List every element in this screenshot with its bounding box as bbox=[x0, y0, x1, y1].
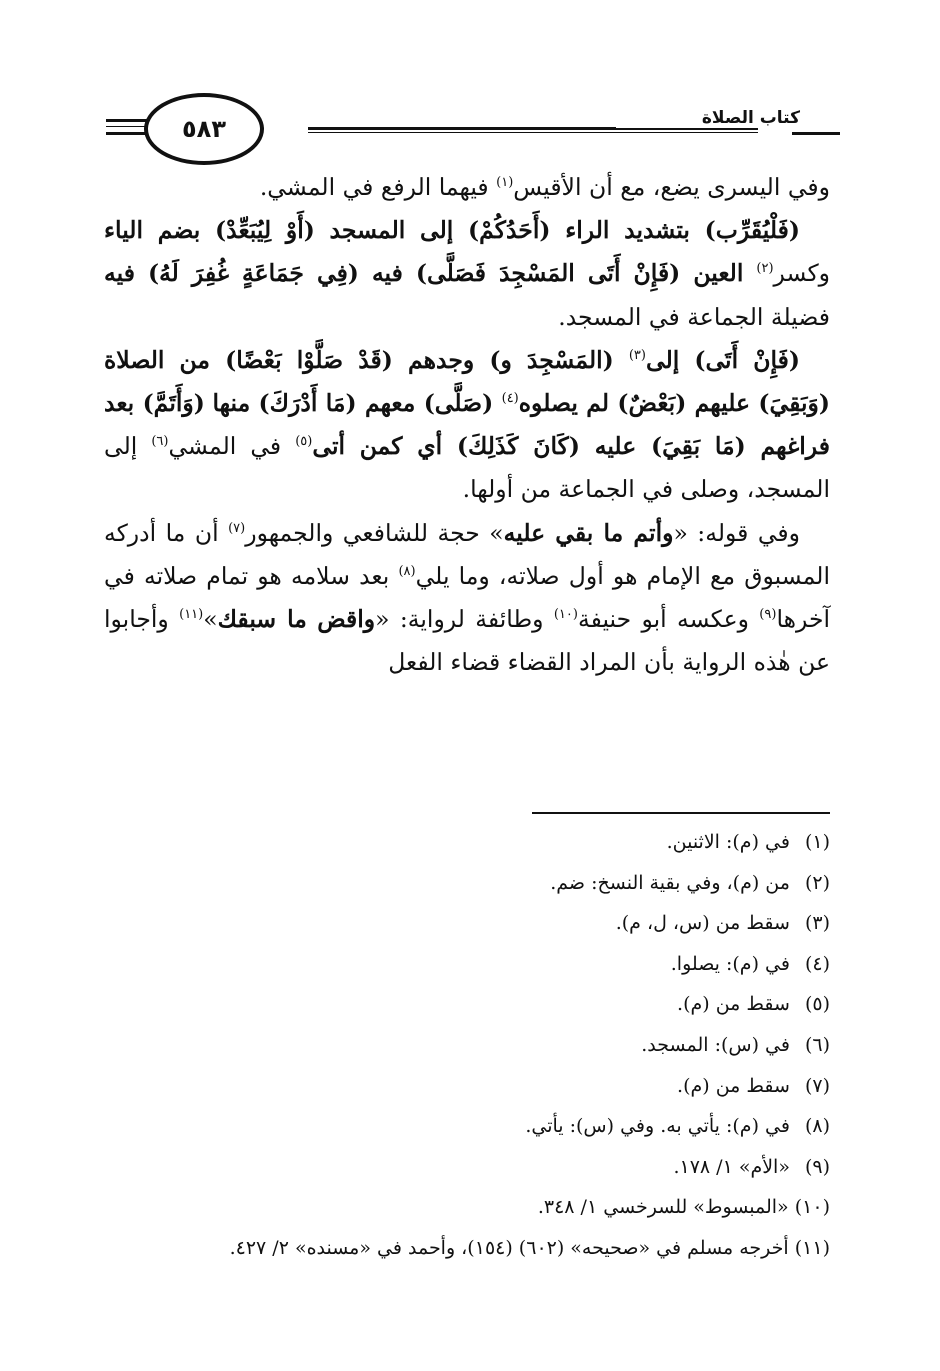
footnote-ref[interactable]: (٥) bbox=[295, 434, 313, 450]
footnote-ref[interactable]: (١١) bbox=[179, 607, 204, 623]
text-run: وطائفة لرواية: « bbox=[375, 605, 554, 634]
page-header bbox=[100, 88, 840, 168]
quoted-hadith: وأتم ما بقي عليه bbox=[503, 518, 674, 547]
text-run: المشي bbox=[168, 432, 237, 461]
footnote-text: في (م): الاثنين. bbox=[666, 831, 790, 853]
quoted-hadith: واقض bbox=[317, 605, 376, 634]
footnote bbox=[100, 1187, 830, 1228]
footnote-text: من (م)، وفي بقية النسخ: ضم. bbox=[550, 871, 790, 894]
footnote bbox=[100, 822, 830, 863]
text-run: وعكسه أبو حنيفة bbox=[577, 605, 760, 634]
text-run: (وَأَتَمَّ) بعد فراغهم (مَا بَقِيَ) عليه (كَانَ كَذَلِكَ) أي كمن أتى bbox=[104, 389, 830, 461]
footnote-number: (١) bbox=[804, 831, 830, 853]
footnote-ref[interactable]: (٢) bbox=[756, 261, 774, 277]
page-number bbox=[144, 93, 264, 165]
footnote-text: «الأم» ١/ ١٧٨. bbox=[673, 1155, 790, 1178]
footnote bbox=[100, 903, 830, 944]
text-run: » bbox=[203, 605, 218, 634]
footnote bbox=[100, 1147, 830, 1188]
running-title: كتاب الصلاة bbox=[616, 108, 800, 128]
footnote-separator bbox=[532, 812, 830, 814]
footnote-text: أخرجه مسلم في «صحيحه» (٦٠٢) (١٥٤)، وأحمد في «مسنده» ٢/ ٤٢٧. bbox=[229, 1236, 789, 1259]
text-run: (المَسْجِدَ و) وجدهم (قَدْ صَلَّوْا بَعْضًا) من الصلاة bbox=[104, 345, 629, 374]
text-run: فيهما الرفع في المشي. bbox=[259, 173, 497, 201]
footnote-text: سقط من (م). bbox=[677, 1074, 790, 1097]
text-run: العين (فَإِنْ أَتَى المَسْجِدَ فَصَلَّى) فيه (فِي جَمَاعَةٍ غُفِرَ لَهُ) فيه bbox=[104, 259, 757, 288]
text-run: تمام صلاته في آخرها bbox=[104, 561, 831, 634]
footnote-number: (٤) bbox=[804, 952, 830, 975]
text-run: (وَبَقِيَ) عليهم (بَعْضٌ) لم يصلوه bbox=[518, 389, 830, 418]
text-run: بعد سلامه هو bbox=[257, 561, 399, 590]
footnote-text: سقط من (س، ل، م). bbox=[615, 912, 790, 935]
footnote-text: في (م): يأتي به. وفي (س): يأتي. bbox=[525, 1115, 790, 1138]
footnote bbox=[100, 1228, 830, 1269]
footnote bbox=[100, 1066, 830, 1107]
footnote-number: (١١) bbox=[794, 1236, 830, 1259]
header-rule bbox=[308, 132, 758, 133]
text-run: وفي قوله: « bbox=[673, 518, 800, 547]
paragraph bbox=[104, 512, 830, 685]
footnote-ref[interactable]: (٧) bbox=[228, 520, 246, 536]
footnote-number: (٨) bbox=[804, 1115, 830, 1138]
footnote-ref[interactable]: (١) bbox=[496, 175, 514, 190]
paragraph bbox=[104, 209, 830, 339]
text-run: أن ما bbox=[165, 518, 229, 547]
footnote-number: (٩) bbox=[804, 1155, 830, 1178]
quoted-hadith: ما سبقك bbox=[217, 605, 307, 634]
text-run: أدركه المسبوق مع الإمام هو أول صلاته، وما يلي bbox=[104, 518, 830, 590]
paragraph bbox=[104, 339, 830, 512]
page-number-text: ٥٨٣ bbox=[182, 115, 226, 143]
footnote-text: في (م): يصلوا. bbox=[670, 952, 790, 975]
main-text bbox=[104, 166, 830, 684]
footnote-ref[interactable]: (٩) bbox=[759, 607, 777, 623]
footnote-ref[interactable]: (٤) bbox=[501, 391, 519, 407]
footnote-text: «المبسوط» للسرخسي ١/ ٣٤٨. bbox=[537, 1196, 789, 1219]
header-rule bbox=[792, 132, 840, 135]
footnote-number: (٧) bbox=[804, 1074, 830, 1097]
footnote-ref[interactable]: (١٠) bbox=[553, 607, 578, 623]
footnote-number: (١٠) bbox=[794, 1196, 830, 1219]
footnote bbox=[100, 944, 830, 985]
footnote bbox=[100, 1025, 830, 1066]
footnote-number: (٦) bbox=[804, 1033, 830, 1056]
footnote bbox=[100, 1106, 830, 1147]
paragraph bbox=[104, 166, 830, 209]
text-run: » حجة للشافعي والجمهور bbox=[245, 518, 504, 547]
text-run: (صَلَّى) معهم (مَا أَدْرَكَ) منها bbox=[212, 389, 502, 418]
text-run: في bbox=[250, 432, 296, 461]
footnote-ref[interactable]: (٦) bbox=[151, 434, 169, 450]
text-run: (فَإِنْ أَتَى) إلى bbox=[645, 345, 800, 374]
footnote bbox=[100, 984, 830, 1025]
footnote-ref[interactable]: (٨) bbox=[398, 563, 416, 579]
footnote-number: (٣) bbox=[804, 912, 830, 935]
text-run: إلى المسجد، وصلى في الجماعة من أولها. bbox=[104, 432, 830, 504]
footnote-number: (٥) bbox=[804, 993, 830, 1016]
text-run: وفي اليسرى يضع، مع أن الأقيس bbox=[513, 173, 830, 201]
footnote bbox=[100, 863, 830, 904]
footnotes bbox=[100, 822, 830, 1269]
text-run: فضيلة الجماعة في المسجد. bbox=[558, 302, 830, 331]
footnote-number: (٢) bbox=[804, 871, 830, 894]
text-run: (فَلْيُقَرِّب) بتشديد الراء (أَحَدُكُمْ) إلى المسجد (أَوْ لِيُبَعِّدْ) بضم الياء bbox=[104, 216, 800, 245]
footnote-ref[interactable]: (٣) bbox=[628, 347, 646, 363]
text-run: وكسر bbox=[773, 259, 830, 288]
text-run: وأجابوا عن هٰذه الرواية بأن المراد القضاء قضاء الفعل bbox=[104, 605, 830, 677]
footnote-text: في (س): المسجد. bbox=[641, 1033, 790, 1056]
footnote-text: سقط من (م). bbox=[677, 993, 790, 1016]
